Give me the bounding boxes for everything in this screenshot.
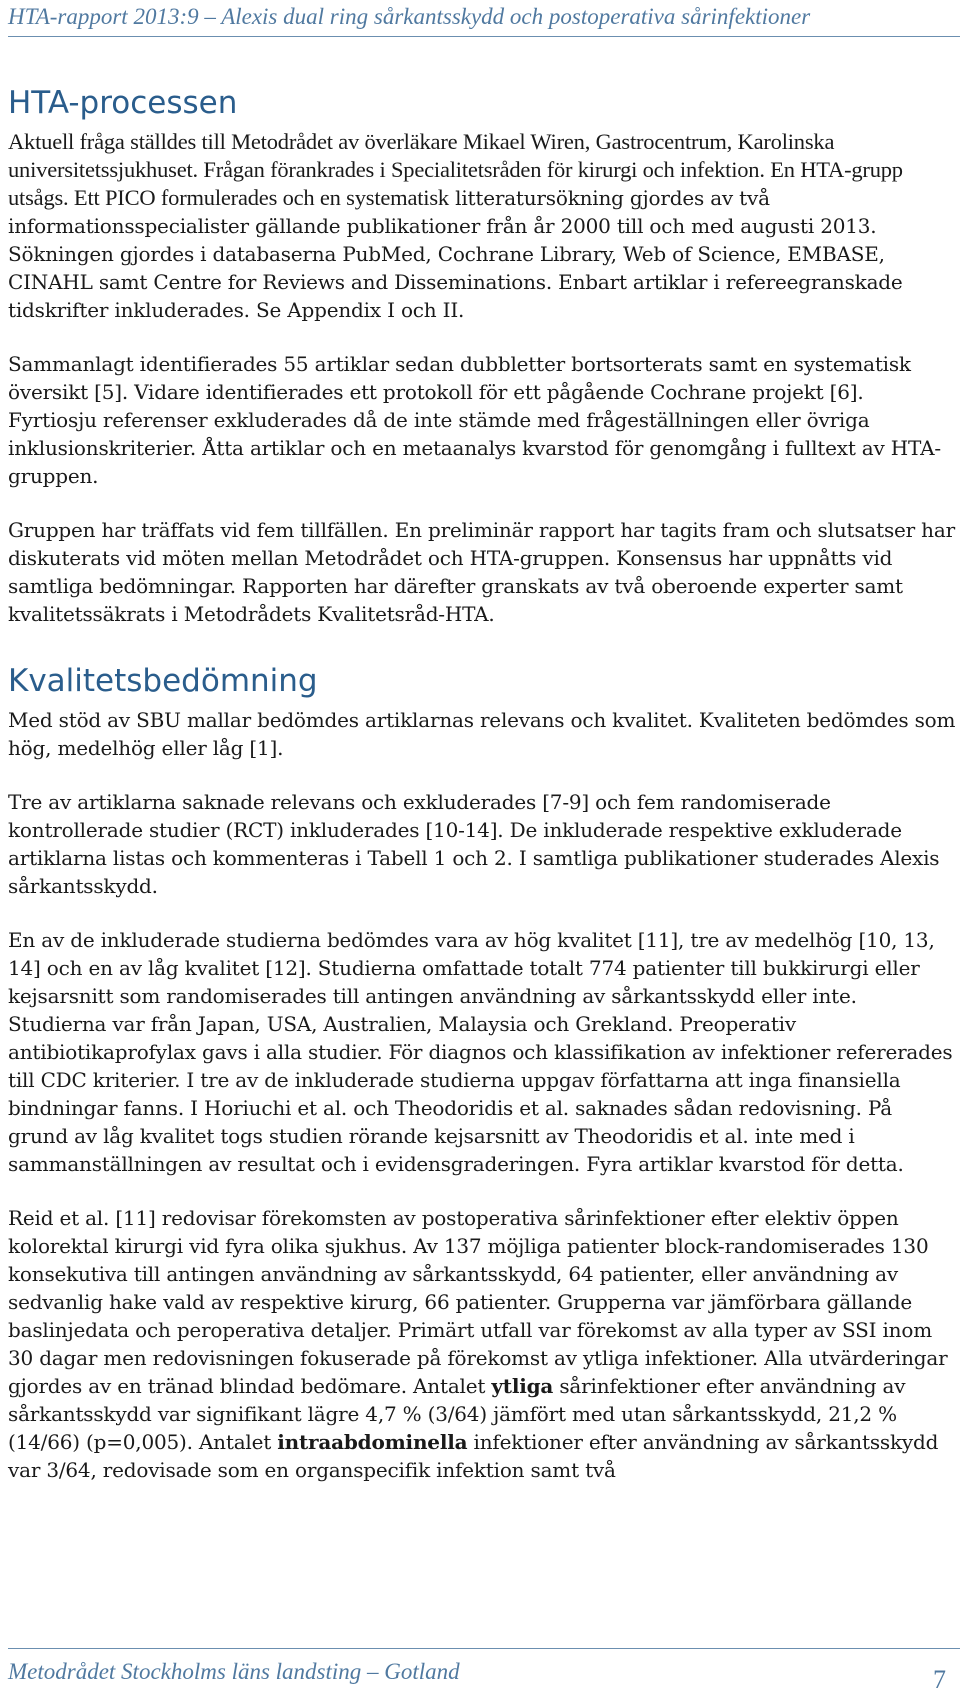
paragraph-quality-4 (8, 1204, 956, 1484)
emphasis-ytliga: ytliga (491, 1374, 554, 1398)
section-heading-hta-process: HTA-processen (8, 85, 238, 121)
document-body (8, 78, 956, 1510)
paragraph-quality-4-part-c: sårinfektioner efter användning av sårkantsskydd var signifikant lägre 4,7 % (3/64) jämfört med utan sårkantsskydd, 21,2 % (14/66) (p=0,005). Antalet (8, 1374, 906, 1454)
paragraph-quality-4-part-d: infektioner efter användning av sårkantsskydd var 3/64, redovisade som en organspecifik infektion samt två (8, 1430, 939, 1482)
paragraph-quality-4-part-a: Reid et al. [11] redovisar förekomsten av postoperativa sårinfektioner efter elektiv öppen kolorektal kirurgi vid fyra olika sjukhus. Av 137 möjliga patienter block-randomiserades 130 konsekutiva till antingen användning av sårkantsskydd, 64 patienter, eller användning av sedvanlig hake vald av respektive kirurg, 66 patienter. Grupperna var jämförbara gällande baslinjedata och peroperativa detaljer. Primärt utfall var förekomst av alla typer av SSI inom 30 dagar men redovisningen fokuserade på förekomst av ytliga infektioner. Alla utvärderingar gjordes av en tränad blindad bedömare. Antalet (8, 1206, 948, 1398)
paragraph-hta-process-1 (8, 128, 956, 324)
emphasis-intraabdominella: intraabdominella (277, 1430, 468, 1454)
paragraph-quality-1: Med stöd av SBU mallar bedömdes artiklarnas relevans och kvalitet. Kvaliteten bedömdes som hög, medelhög eller låg [1]. (8, 708, 956, 760)
paragraph-quality-3: En av de inkluderade studierna bedömdes vara av hög kvalitet [11], tre av medelhög [10, 13, 14] och en av låg kvalitet [12]. Studierna omfattade totalt 774 patienter till bukkirurgi eller kejsarsnitt som randomiserades till antingen användning av sårkantsskydd eller inte. Studierna var från Japan, USA, Australien, Malaysia och Grekland. Preoperativ antibiotikaprofylax gavs i alla studier. För diagnos och klassifikation av infektioner refererades till CDC kriterier. I tre av de inkluderade studierna uppgav författarna att inga finansiella bindningar fanns. I Horiuchi et al. och Theodoridis et al. saknades sådan redovisning. På grund av låg kvalitet togs studien rörande kejsarsnitt av Theodoridis et al. inte med i sammanställningen av resultat och i evidensgraderingen. Fyra artiklar kvarstod för detta. (8, 928, 953, 1176)
page-footer (8, 1648, 960, 1697)
paragraph-hta-process-3: Gruppen har träffats vid fem tillfällen. En preliminär rapport har tagits fram och slutsatser har diskuterats vid möten mellan Metodrådet och HTA-gruppen. Konsensus har uppnåtts vid samtliga bedömningar. Rapporten har därefter granskats av två oberoende experter samt kvalitetssäkrats i Metodrådets Kvalitetsråd-HTA. (8, 518, 955, 626)
running-header-title: HTA-rapport 2013:9 – Alexis dual ring sårkantsskydd och postoperativa sårinfektioner (8, 4, 811, 29)
paragraph-hta-process-1-part-b: litteratursökning gjordes av två informationsspecialister gällande publikationer från år 2000 till och med augusti 2013. Sökningen gjordes i databaserna PubMed, Cochrane Library, Web of Science, EMBASE, CINAHL samt Centre for Reviews and Disseminations. Enbart artiklar i refereegranskade tidskrifter inkluderades. Se Appendix I och II. (8, 186, 903, 322)
page-number: 7 (933, 1665, 946, 1694)
paragraph-quality-2: Tre av artiklarna saknade relevans och exkluderades [7-9] och fem randomiserade kontrollerade studier (RCT) inkluderades [10-14]. De inkluderade respektive exkluderade artiklarna listas och kommenteras i Tabell 1 och 2. I samtliga publikationer studerades Alexis sårkantsskydd. (8, 790, 940, 898)
footer-organization: Metodrådet Stockholms läns landsting – Gotland (8, 1659, 460, 1684)
section-heading-quality-assessment: Kvalitetsbedömning (8, 663, 318, 699)
page-header (8, 2, 960, 37)
paragraph-hta-process-2: Sammanlagt identifierades 55 artiklar sedan dubbletter bortsorterats samt en systematisk översikt [5]. Vidare identifierades ett protokoll för ett pågående Cochrane projekt [6]. Fyrtiosju referenser exkluderades då de inte stämde med frågeställningen eller övriga inklusionskriterier. Åtta artiklar och en metaanalys kvarstod för genomgång i fulltext av HTA-gruppen. (8, 352, 941, 488)
paragraph-hta-process-1-part-a: Aktuell fråga ställdes till Metodrådet av överläkare Mikael Wiren, Gastrocentrum, Karolinska universitetssjukhuset. Frågan förankrades i Specialitetsråden för kirurgi och infektion. En HTA-grupp utsågs. Ett PICO formulerades och en systematisk (8, 129, 903, 210)
